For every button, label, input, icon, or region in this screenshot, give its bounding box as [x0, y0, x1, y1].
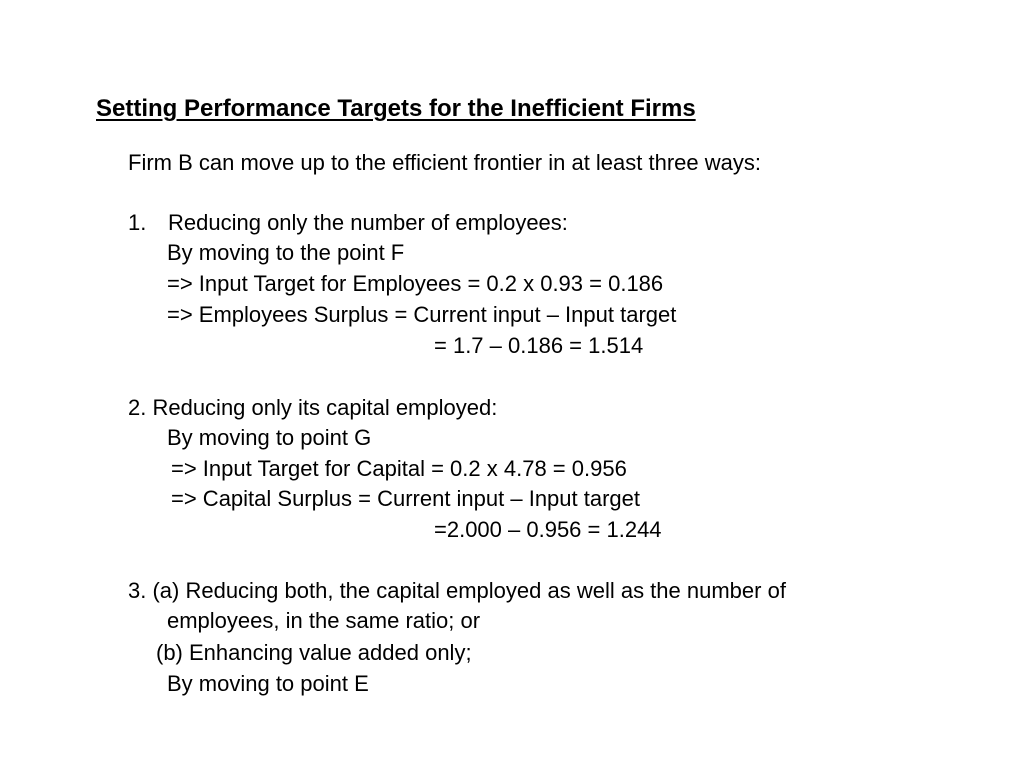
- way1-heading: Reducing only the number of employees:: [168, 210, 568, 235]
- way3-line2: (b) Enhancing value added only;: [156, 640, 472, 665]
- way1-line2: => Input Target for Employees = 0.2 x 0.93 = 0.186: [167, 271, 664, 296]
- way2-line4: =2.000 – 0.956 = 1.244: [434, 517, 662, 542]
- way1-line1: By moving to the point F: [167, 240, 405, 265]
- way3-line1: employees, in the same ratio; or: [167, 608, 481, 633]
- way3-heading: 3. (a) Reducing both, the capital employed as well as the number of: [128, 578, 786, 603]
- way2-heading: 2. Reducing only its capital employed:: [128, 395, 498, 420]
- way2-line1: By moving to point G: [167, 425, 372, 450]
- way1-line3: => Employees Surplus = Current input – Input target: [167, 302, 677, 327]
- slide-title: Setting Performance Targets for the Inefficient Firms: [96, 95, 696, 122]
- way1-heading-row: [128, 208, 568, 238]
- way2-line2: => Input Target for Capital = 0.2 x 4.78 = 0.956: [171, 456, 627, 481]
- intro-text: Firm B can move up to the efficient frontier in at least three ways:: [128, 150, 761, 175]
- way1-number: 1.: [128, 210, 147, 235]
- way2-line3: => Capital Surplus = Current input – Input target: [171, 486, 641, 511]
- way3-line3: By moving to point E: [167, 671, 369, 696]
- way1-line4: = 1.7 – 0.186 = 1.514: [434, 333, 644, 358]
